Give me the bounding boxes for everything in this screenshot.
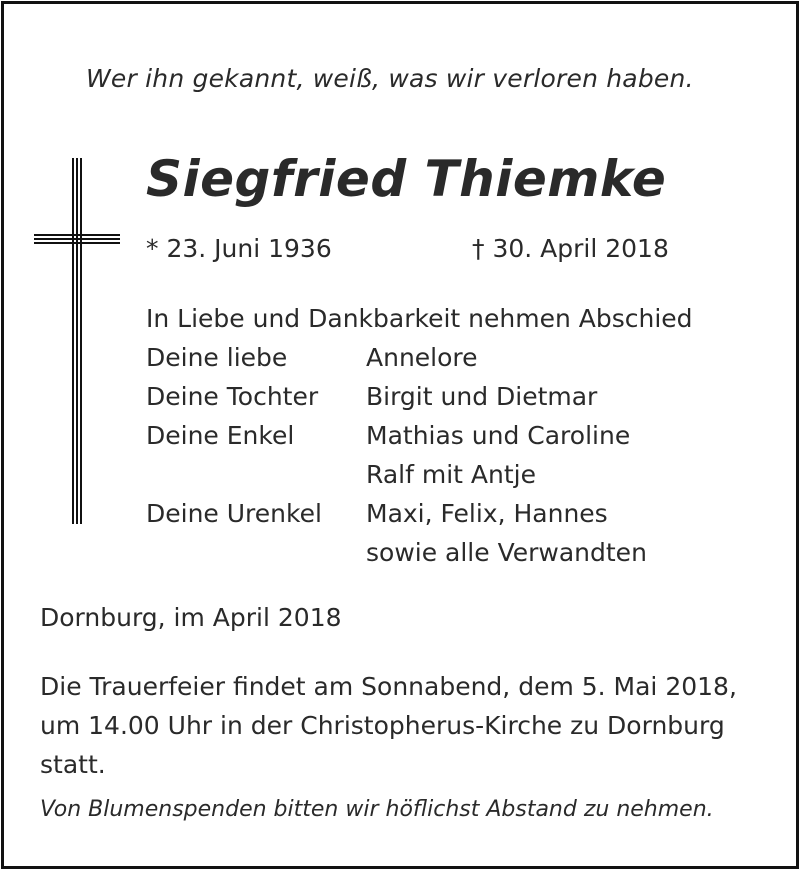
mourner-relation: Deine Enkel — [146, 421, 295, 450]
mourner-names: Annelore — [366, 343, 478, 372]
service-line: um 14.00 Uhr in der Christopherus-Kirche zu Dornburg — [40, 711, 725, 740]
farewell-intro: In Liebe und Dankbarkeit nehmen Abschied — [146, 304, 693, 333]
service-line: Die Trauerfeier findet am Sonnabend, dem 5. Mai 2018, — [40, 672, 737, 701]
place-date: Dornburg, im April 2018 — [40, 603, 342, 632]
mourner-names: Birgit und Dietmar — [366, 382, 598, 411]
death-date: † 30. April 2018 — [472, 234, 669, 263]
obituary-card — [1, 1, 799, 869]
birth-date: * 23. Juni 1936 — [146, 234, 332, 263]
mourner-relation: Deine liebe — [146, 343, 288, 372]
mourner-names: Mathias und Caroline — [366, 421, 631, 450]
service-line: statt. — [40, 750, 106, 779]
mourner-names: Maxi, Felix, Hannes — [366, 499, 608, 528]
deceased-name: Siegfried Thiemke — [146, 150, 667, 208]
mourner-names: Ralf mit Antje — [366, 460, 536, 489]
motto: Wer ihn gekannt, weiß, was wir verloren haben. — [86, 64, 694, 93]
mourner-names: sowie alle Verwandten — [366, 538, 647, 567]
flowers-note: Von Blumenspenden bitten wir höflichst Abstand zu nehmen. — [40, 797, 714, 822]
cross-icon — [34, 158, 120, 524]
mourner-relation: Deine Urenkel — [146, 499, 322, 528]
mourner-relation: Deine Tochter — [146, 382, 319, 411]
